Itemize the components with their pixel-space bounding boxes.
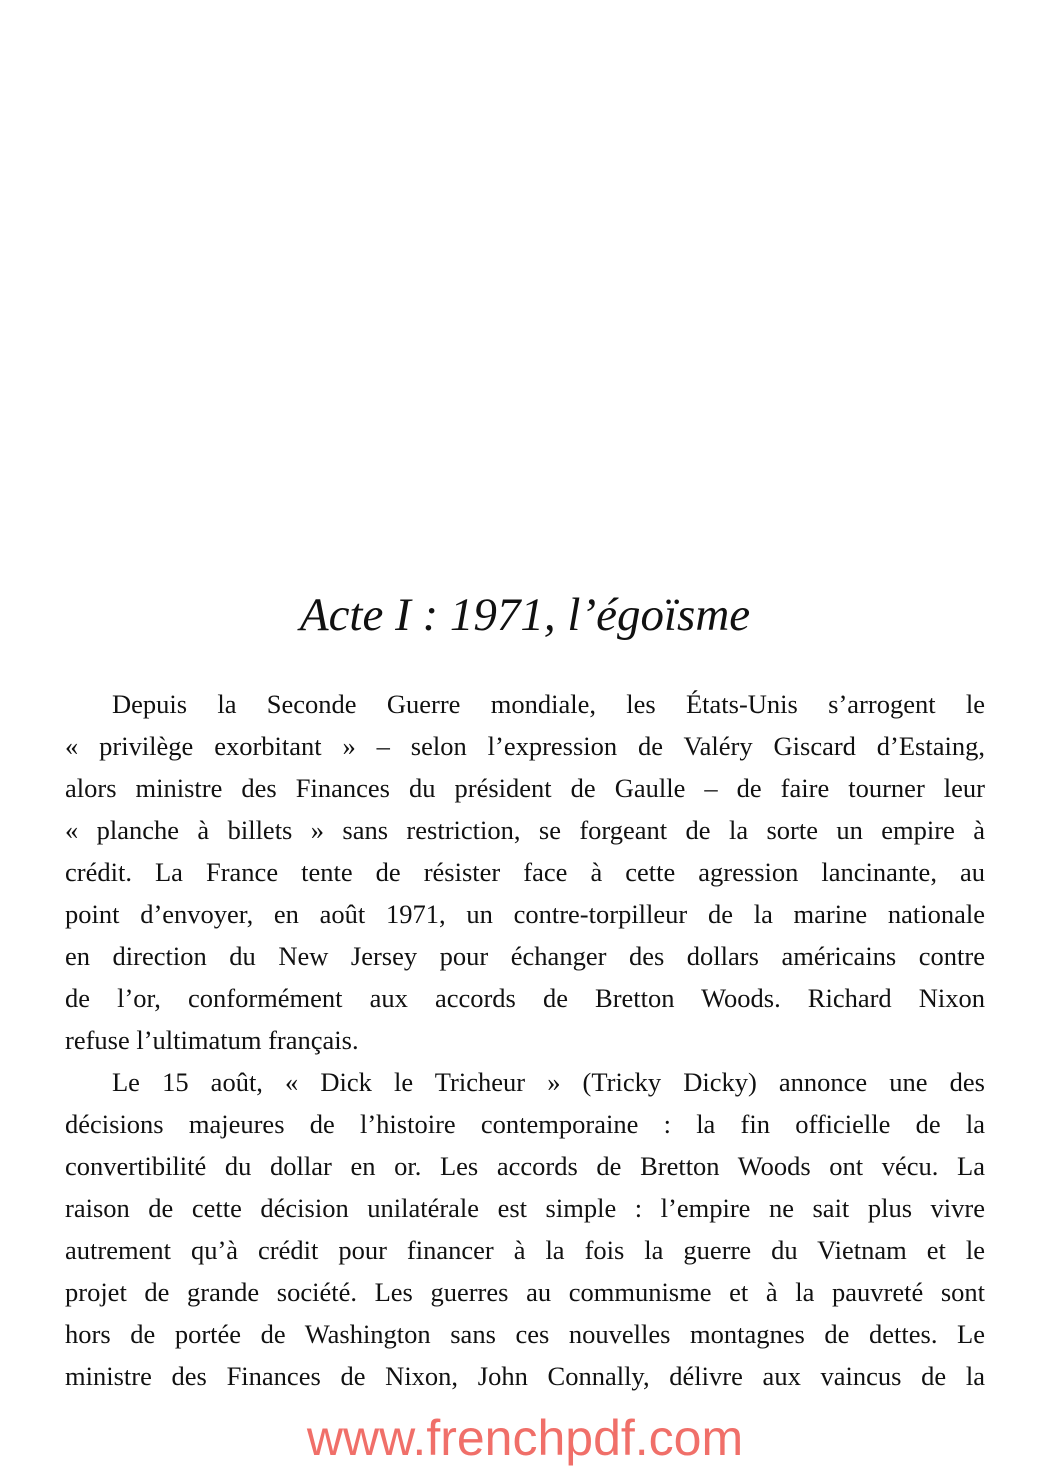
text-line: projet de grande société. Les guerres au communisme et à la pauvreté sont bbox=[65, 1277, 985, 1307]
text-line: décisions majeures de l’histoire contemporaine : la fin officielle de la bbox=[65, 1109, 985, 1139]
watermark-link[interactable]: www.frenchpdf.com bbox=[306, 1410, 744, 1466]
text-line: raison de cette décision unilatérale est simple : l’empire ne sait plus vivre bbox=[65, 1193, 985, 1223]
paragraph-2 bbox=[65, 1061, 985, 1397]
paragraph-1 bbox=[65, 683, 985, 1061]
text-line: convertibilité du dollar en or. Les accords de Bretton Woods ont vécu. La bbox=[65, 1151, 985, 1181]
text-line: « planche à billets » sans restriction, se forgeant de la sorte un empire à bbox=[65, 815, 985, 845]
text-line: en direction du New Jersey pour échanger des dollars américains contre bbox=[65, 941, 985, 971]
body-text bbox=[65, 683, 985, 1397]
text-line: « privilège exorbitant » – selon l’expression de Valéry Giscard d’Estaing, bbox=[65, 731, 985, 761]
text-line: hors de portée de Washington sans ces nouvelles montagnes de dettes. Le bbox=[65, 1319, 985, 1349]
text-line: Le 15 août, « Dick le Tricheur » (Tricky Dicky) annonce une des bbox=[112, 1067, 985, 1097]
text-line: ministre des Finances de Nixon, John Connally, délivre aux vaincus de la bbox=[65, 1361, 985, 1391]
text-line: Depuis la Seconde Guerre mondiale, les États-Unis s’arrogent le bbox=[112, 689, 985, 719]
chapter-title: Acte I : 1971, l’égoïsme bbox=[299, 589, 751, 641]
text-line: crédit. La France tente de résister face à cette agression lancinante, au bbox=[65, 857, 985, 887]
text-line: de l’or, conformément aux accords de Bretton Woods. Richard Nixon bbox=[65, 983, 985, 1013]
text-line: alors ministre des Finances du président de Gaulle – de faire tourner leur bbox=[65, 773, 985, 803]
text-line: autrement qu’à crédit pour financer à la fois la guerre du Vietnam et le bbox=[65, 1235, 985, 1265]
text-line: refuse l’ultimatum français. bbox=[65, 1025, 359, 1055]
text-line: point d’envoyer, en août 1971, un contre-torpilleur de la marine nationale bbox=[65, 899, 985, 929]
